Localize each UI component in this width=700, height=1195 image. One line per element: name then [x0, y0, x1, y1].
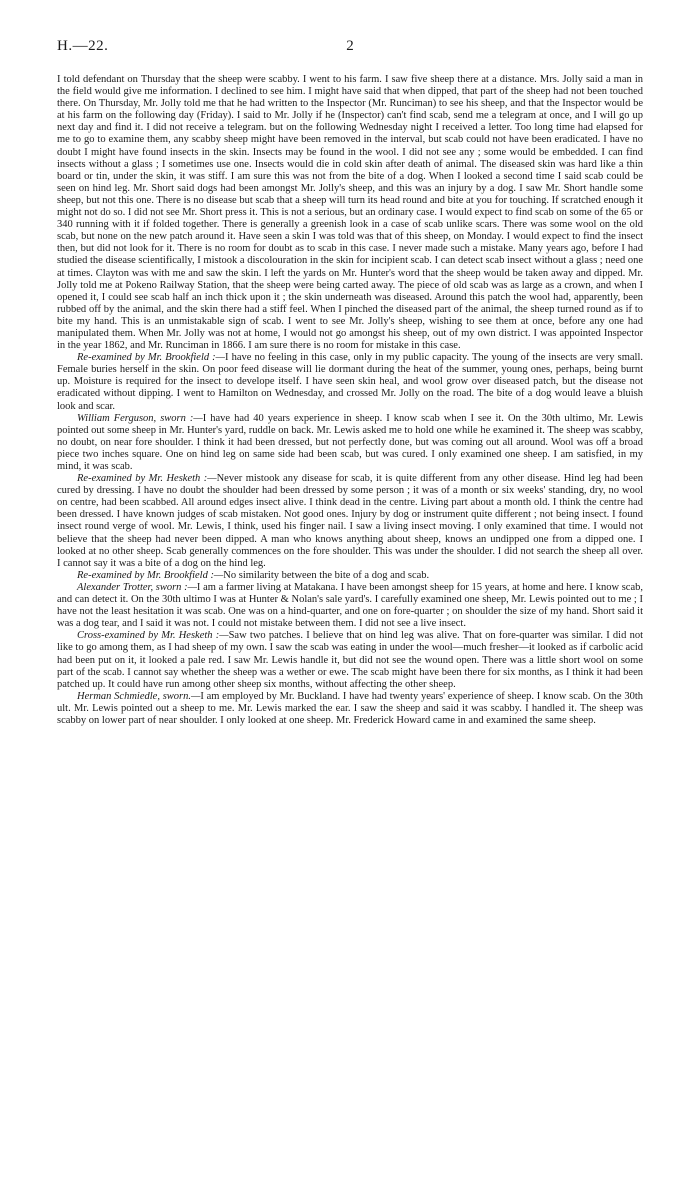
paragraph-text: No similarity between the bite of a dog and scab. [223, 569, 430, 581]
paragraph-text: I am a farmer living at Matakana. I have been amongst sheep for 15 years, at home and here. I know scab, and can detect it. On the 30th ultimo I was at Hunter & Nolan's sale yard's. I carefully examined one sheep, Mr. Lewis pointed out to me ; I have not the least hesitation it was scab. One was on a hind-quarter, and one on fore-quarter ; on shoulder the size of my hand. Short said it was a dog tear, and I said it was not. I could not mistake between them. I did not see a live insect. [57, 581, 643, 630]
witness-heading: Re-examined by Mr. Hesketh :— [77, 473, 217, 485]
paragraph-reexamination-hesketh [57, 473, 643, 570]
paragraph-herman-schmiedle [57, 691, 643, 727]
witness-heading: William Ferguson, sworn :— [77, 412, 203, 424]
witness-heading: Herman Schmiedle, sworn.— [77, 690, 201, 702]
paragraph-text: I told defendant on Thursday that the sheep were scabby. I went to his farm. I saw five sheep there at a distance. Mrs. Jolly said a man in the field would give me information. I declined to see him. I might have said that when dipped, that part of the sheep had not been touched there. On Thursday, Mr. Jolly told me that he had written to the Inspector (Mr. Runciman) to see his sheep, and that the Inspector would be at his farm on the following day (Friday). I said to Mr. Jolly if he (Inspector) can't find scab, send me a telegram at once, and I will go up next day and find it. I did not receive a telegram. but on the following Wednesday night I received a letter. Too long time had elapsed for me to go to examine them, any scabby sheep might have been removed in the interval, but scab could not have been eradicated. I have no doubt I might have found insects in the skin. Insects may be found in the wool. I did not see any ; some would be embedded. I can find insects without a glass ; I sometimes use one. Insects would die in cold skin after death of animal. The diseased skin was hard like a thin board or tin, under the skin, it was stiff. I am sure this was not from the bite of a dog. When I looked a second time I said scab could be seen on hind leg. Mr. Short said dogs had been amongst Mr. Jolly's sheep, and this was an injury by a dog. I saw Mr. Short handle some sheep, but not this one. There is no disease but scab that a sheep will turn its head round and bite at you for touching. If scratched enough it might not do so. I did not see Mr. Short press it. This is not a serious, but an ordinary case. I would expect to find scab on some of the 65 or 340 running with it if folded together. There is generally a greenish look in a case of scab unlike scars. There was some wool on the old scab, but none on the new patch around it. Have seen a skin I was told was that of this sheep, on Monday. I would expect to find the insect then, but did not look for it. There is no room for doubt as to scab in this case. I never made such a mistake. Many years ago, before I had studied the disease scientifically, I mistook a discolouration in the skin for incipient scab. I can detect scab insect without a glass ; need one at times. Clayton was with me and saw the skin. I left the yards on Mr. Hunter's word that the sheep would be taken away and dipped. Mr. Jolly told me at Pokeno Railway Station, that the sheep were being carted away. The piece of old scab was as large as a crown, and when I opened it, I could see scab half an inch thick upon it ; the skin underneath was diseased. Around this patch the wool had, apparently, been rubbed off by the animal, and the skin there had a stiff feel. When I pinched the diseased part of the animal, the sheep turned round as if to bite my hand. This is an unmistakable sign of scab. I went to see Mr. Jolly's sheep, wishing to see them at once, before any one had manipulated them. When Mr. Jolly was not at home, I would not go amongst his sheep, out of my own district. I was appointed Inspector in the year 1862, and Mr. Runciman in 1866. I am sure there is no room for mistake in this case. [57, 74, 643, 352]
witness-heading: Alexander Trotter, sworn :— [77, 581, 197, 593]
page-number: 2 [346, 38, 354, 54]
witness-heading: Cross-examined by Mr. Hesketh :— [77, 630, 229, 642]
page-header [57, 38, 643, 60]
witness-heading: Re-examined by Mr. Brookfield :— [77, 352, 226, 364]
paragraph-testimony-continued [57, 74, 643, 352]
paragraph-reexamination-brookfield-2 [57, 570, 643, 582]
paragraph-text: Never mistook any disease for scab, it is quite different from any other disease. Hind leg had been cured by dressing. I have no doubt the shoulder had been dressed by some person ; it was of a month or six weeks' standing, dry, no wool on centre, had been scabbed. All around edges insect alive. I think dead in the centre. Living part about a month old. I think the centre had been dressed. I have known judges of scab mistaken. Not good ones. Injury by dog or instrument quite different ; not being insect. I found insect round verge of wool. Mr. Lewis, I think, used his finger nail. I saw a living insect moving. I only examined that time. I would not believe that the sheep had never been dipped. A man who knows anything about sheep, knows an undipped one from a dipped one. I looked at no other sheep. Scab generally commences on the fore shoulder. This was under the shoulder. I did not search the sheep all over. I cannot say it was a bite of a dog on the hind leg. [57, 473, 643, 569]
paragraph-text: I have no feeling in this case, only in my public capacity. The young of the insects are very small. Female buries herself in the skin. On poor feed disease will lie dormant during the heat of the summer, young ones, perhaps, being burnt up. Moisture is required for the insect to develope itself. I have seen skin heal, and wool grow over diseased patch, but the disease not eradicated without dipping. I went to Hamilton on Wednesday, and crossed Mr. Jolly on the road. The bite of a dog would leave a bluish look and scar. [57, 352, 643, 412]
paragraph-alexander-trotter [57, 582, 643, 630]
paragraph-william-ferguson [57, 413, 643, 473]
paragraph-text: Saw two patches. I believe that on hind leg was alive. That on fore-quarter was similar. I did not like to go among them, as I had sheep of my own. I saw the scab was eating in under the wool—much fresher—it looked as if carbolic acid had been put on it, it looked a pale red. I saw Mr. Lewis handle it, but did not see the wound open. There was a little short wool on some part of the scab. I cannot say whether the sheep was a wether or ewe. The scab might have been there for six months, as I think it had been patched up. It could have run among other sheep six months, without affecting the other sheep. [57, 630, 643, 690]
paragraph-reexamination-brookfield [57, 352, 643, 412]
body-text [57, 74, 643, 727]
paragraph-text: I am employed by Mr. Buckland. I have had twenty years' experience of sheep. I know scab. On the 30th ult. Mr. Lewis pointed out a sheep to me. Mr. Lewis marked the ear. I saw the sheep and said it was scabby. I handled it. The sheep was scabby on lower part of near shoulder. I only looked at one sheep. Mr. Frederick Howard came in and examined the same sheep. [57, 690, 643, 726]
witness-heading: Re-examined by Mr. Brookfield :— [77, 569, 224, 581]
paragraph-cross-examination-hesketh [57, 630, 643, 690]
paragraph-text: I have had 40 years experience in sheep. I know scab when I see it. On the 30th ultimo, Mr. Lewis pointed out some sheep in Mr. Hunter's yard, ruddle on back. Mr. Lewis asked me to hold one while he examined it. The sheep was scabby, no doubt, on near fore shoulder. I think it had been dressed, but not perfectly done, but was coming out all around. Wool was off a broad piece two inches square. One on hind leg on same side had been scab, but was cured. I only examined one sheep. I am satisfied, in my mind, it was scab. [57, 412, 643, 472]
document-reference: H.—22. [57, 38, 109, 54]
